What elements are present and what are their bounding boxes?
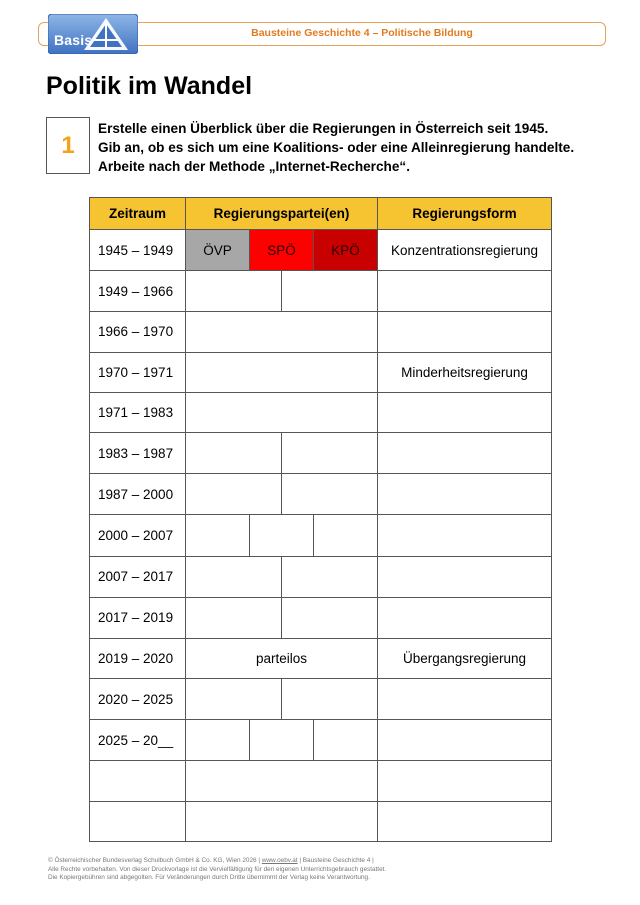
form-cell — [378, 392, 552, 432]
party-subcell — [186, 720, 249, 760]
party-subcell — [313, 515, 377, 555]
party-split — [186, 557, 377, 597]
form-cell — [378, 761, 552, 801]
footer-series: | Bausteine Geschichte 4 | — [297, 857, 374, 864]
period-cell: 1971 – 1983 — [90, 392, 186, 432]
instruction-line-1: Erstelle einen Überblick über die Regierungen in Österreich seit 1945. — [98, 121, 549, 136]
party-cell — [186, 597, 378, 638]
party-subcell — [186, 557, 281, 597]
party-split — [186, 598, 377, 638]
table-row — [90, 638, 552, 678]
form-cell — [378, 432, 552, 473]
series-title: Bausteine Geschichte 4 – Politische Bildung — [251, 27, 473, 39]
footer-line-1 — [48, 857, 608, 866]
table-row — [90, 352, 552, 392]
party-split — [186, 515, 377, 555]
period-cell: 1983 – 1987 — [90, 432, 186, 473]
period-cell — [90, 801, 186, 841]
party-subcell — [186, 271, 281, 311]
table-row — [90, 432, 552, 473]
party-subcell: KPÖ — [313, 230, 377, 270]
party-split — [186, 679, 377, 719]
party-split — [186, 433, 377, 473]
instruction-line-3: Arbeite nach der Methode „Internet-Recherche“. — [98, 159, 410, 174]
period-cell: 2017 – 2019 — [90, 597, 186, 638]
party-subcell — [186, 433, 281, 473]
footer-line-2: Alle Rechte vorbehalten. Von dieser Druckvorlage ist die Vervielfältigung für den eigenen Unterrichtsgebrauch gestattet. — [48, 865, 387, 873]
party-subcell — [281, 598, 377, 638]
footer-line-3: Die Kopiergebühren sind abgegolten. Für Veränderungen durch Dritte übernimmt der Verlag keine Verantwortung. — [48, 874, 370, 882]
party-subcell: SPÖ — [249, 230, 313, 270]
party-cell — [186, 801, 378, 841]
party-subcell — [313, 720, 377, 760]
footer — [48, 857, 608, 883]
party-cell — [186, 352, 378, 392]
form-cell: Konzentrationsregierung — [378, 230, 552, 271]
period-cell: 1945 – 1949 — [90, 230, 186, 271]
party-cell — [186, 720, 378, 761]
party-subcell — [281, 474, 377, 514]
footer-website-link[interactable]: www.oebv.at — [261, 857, 298, 864]
party-cell — [186, 312, 378, 352]
task-instructions — [98, 119, 608, 176]
period-cell: 2020 – 2025 — [90, 679, 186, 720]
party-cell — [186, 230, 378, 271]
form-cell — [378, 474, 552, 515]
period-cell: 2000 – 2007 — [90, 515, 186, 556]
party-cell — [186, 761, 378, 801]
party-subcell — [186, 515, 249, 555]
party-cell — [186, 474, 378, 515]
task-number-box — [46, 117, 90, 174]
party-cell — [186, 392, 378, 432]
table-row — [90, 230, 552, 271]
table-row — [90, 474, 552, 515]
form-cell — [378, 312, 552, 352]
header-period: Zeitraum — [90, 198, 186, 230]
party-subcell — [186, 474, 281, 514]
party-cell — [186, 679, 378, 720]
form-cell — [378, 801, 552, 841]
party-subcell — [186, 598, 281, 638]
form-cell — [378, 720, 552, 761]
period-cell: 1970 – 1971 — [90, 352, 186, 392]
form-cell: Minderheitsregierung — [378, 352, 552, 392]
party-cell — [186, 515, 378, 556]
table-row — [90, 271, 552, 312]
party-split — [186, 474, 377, 514]
period-cell: 2025 – 20__ — [90, 720, 186, 761]
government-table — [89, 197, 552, 842]
page-title: Politik im Wandel — [46, 72, 253, 100]
logo-text: Basis — [54, 32, 93, 48]
party-cell — [186, 432, 378, 473]
form-cell — [378, 556, 552, 597]
period-cell: 2019 – 2020 — [90, 638, 186, 678]
party-cell — [186, 556, 378, 597]
party-subcell — [249, 515, 313, 555]
party-subcell — [186, 679, 281, 719]
header-form: Regierungsform — [378, 198, 552, 230]
party-subcell — [281, 557, 377, 597]
period-cell: 1987 – 2000 — [90, 474, 186, 515]
party-split — [186, 230, 377, 270]
form-cell — [378, 597, 552, 638]
party-subcell — [281, 679, 377, 719]
form-cell — [378, 271, 552, 312]
table-row — [90, 679, 552, 720]
period-cell: 1949 – 1966 — [90, 271, 186, 312]
party-split — [186, 271, 377, 311]
table-row — [90, 761, 552, 801]
basis-logo — [48, 14, 138, 54]
task-number: 1 — [61, 131, 75, 159]
party-cell — [186, 271, 378, 312]
header-parties: Regierungspartei(en) — [186, 198, 378, 230]
party-cell: parteilos — [186, 638, 378, 678]
table-row — [90, 597, 552, 638]
form-cell — [378, 515, 552, 556]
party-subcell: ÖVP — [186, 230, 249, 270]
table-row — [90, 515, 552, 556]
party-subcell — [281, 433, 377, 473]
table-row — [90, 801, 552, 841]
period-cell — [90, 761, 186, 801]
period-cell: 2007 – 2017 — [90, 556, 186, 597]
period-cell: 1966 – 1970 — [90, 312, 186, 352]
table-header-row — [90, 198, 552, 230]
form-cell: Übergangsregierung — [378, 638, 552, 678]
table-row — [90, 312, 552, 352]
party-split — [186, 720, 377, 760]
party-subcell — [281, 271, 377, 311]
footer-copyright: © Österreichischer Bundesverlag Schulbuch GmbH & Co. KG, Wien 2026 | — [48, 857, 262, 864]
table-row — [90, 392, 552, 432]
instruction-line-2: Gib an, ob es sich um eine Koalitions- oder eine Alleinregierung handelte. — [98, 140, 575, 155]
party-subcell — [249, 720, 313, 760]
table-row — [90, 720, 552, 761]
table-row — [90, 556, 552, 597]
form-cell — [378, 679, 552, 720]
